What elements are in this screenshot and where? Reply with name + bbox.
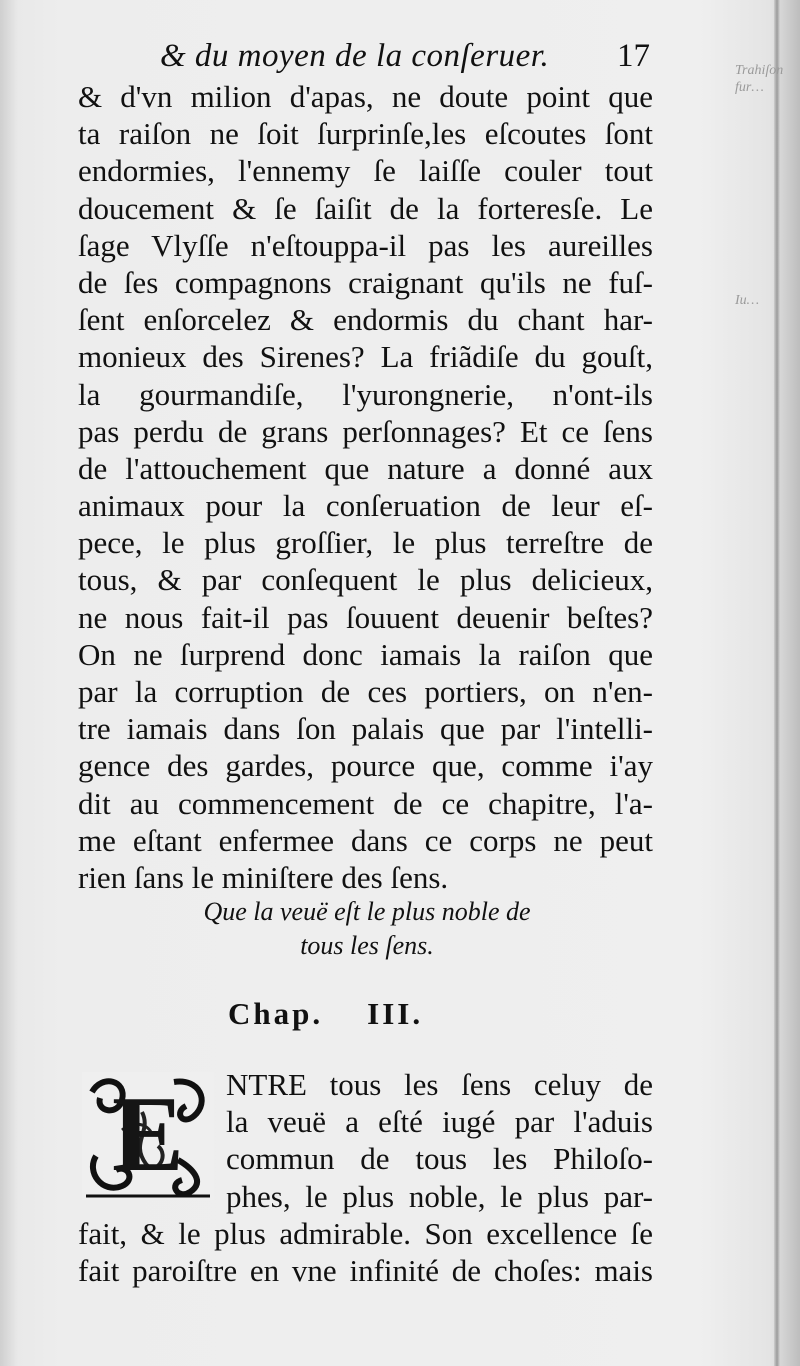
text-line: de l'attouchement que nature a donné aux (78, 450, 653, 486)
text-line: me eſtant enfermee dans ce corps ne peut (78, 822, 653, 858)
page-number: 17 (617, 38, 650, 74)
text-line: tre iamais dans ſon palais que par l'intelli- (78, 711, 653, 747)
text-line: animaux pour la conſeruation de leur eſ- (78, 488, 653, 524)
text-line: tous, & par conſequent le plus delicieux, (78, 562, 653, 598)
running-head-title: & du moyen de la conſeruer. (160, 38, 550, 74)
section-heading (182, 895, 552, 963)
text-line: fait, & le plus admirable. Son excellence ſe (78, 1215, 653, 1251)
text-line: commun de tous les Philoſo- (226, 1141, 653, 1177)
text-line: ta raiſon ne ſoit ſurprinſe,les eſcoutes ſont (78, 116, 653, 152)
running-head (150, 38, 650, 78)
text-line: pas perdu de grans perſonnages? Et ce ſens (78, 413, 653, 449)
section-heading-line: tous les ſens. (300, 931, 434, 960)
text-line: la veuë a eſté iugé par l'aduis (226, 1104, 653, 1140)
body-paragraph (78, 78, 653, 896)
margin-note: Iu… (735, 293, 760, 308)
text-line: fait paroiſtre en vne infinité de choſes: mais (78, 1252, 653, 1288)
text-line: par la corruption de ces portiers, on n'en- (78, 674, 653, 709)
margin-note: Trahiſon fur… (735, 63, 784, 95)
text-line: monieux des Sirenes? La friãdiſe du gouſt, (78, 339, 653, 375)
text-line: On ne ſurprend donc iamais la raiſon que (78, 636, 653, 672)
text-line: ſage Vlyſſe n'eſtouppa-il pas les aureilles (78, 227, 653, 263)
drop-cap-letter: E (111, 1075, 185, 1194)
chapter-title (228, 996, 423, 1032)
text-line: doucement & ſe ſaiſit de la forteresſe. Le (78, 190, 653, 226)
text-line: endormies, l'ennemy ſe laiſſe couler tout (78, 153, 653, 189)
chapter-label: Chap. (228, 996, 324, 1031)
text-line: gence des gardes, pource que, comme i'ay (78, 748, 653, 784)
text-line: la gourmandiſe, l'yurongnerie, n'ont-ils (78, 376, 653, 412)
text-line: phes, le plus noble, le plus par- (226, 1178, 653, 1214)
text-line: pece, le plus groſſier, le plus terreſtre de (78, 525, 653, 561)
text-line: ne nous fait-il pas ſouuent deuenir beſtes? (78, 599, 653, 635)
text-line: de ſes compagnons craignant qu'ils ne fuſ- (78, 264, 653, 300)
page-edge-shadow (774, 0, 780, 1366)
text-line: ſent enſorcelez & endormis du chant har- (78, 302, 653, 338)
section-heading-line: Que la veuë eſt le plus noble de (203, 897, 531, 926)
text-line: dit au commencement de ce chapitre, l'a- (78, 785, 653, 821)
text-line: & d'vn milion d'apas, ne doute point que (78, 79, 653, 114)
text-line: rien ſans le miniſtere des ſens. (78, 859, 449, 895)
chapter-paragraph (78, 1066, 653, 1289)
chapter-number: III. (367, 996, 424, 1031)
text-line: NTRE tous les ſens celuy de (226, 1067, 653, 1102)
